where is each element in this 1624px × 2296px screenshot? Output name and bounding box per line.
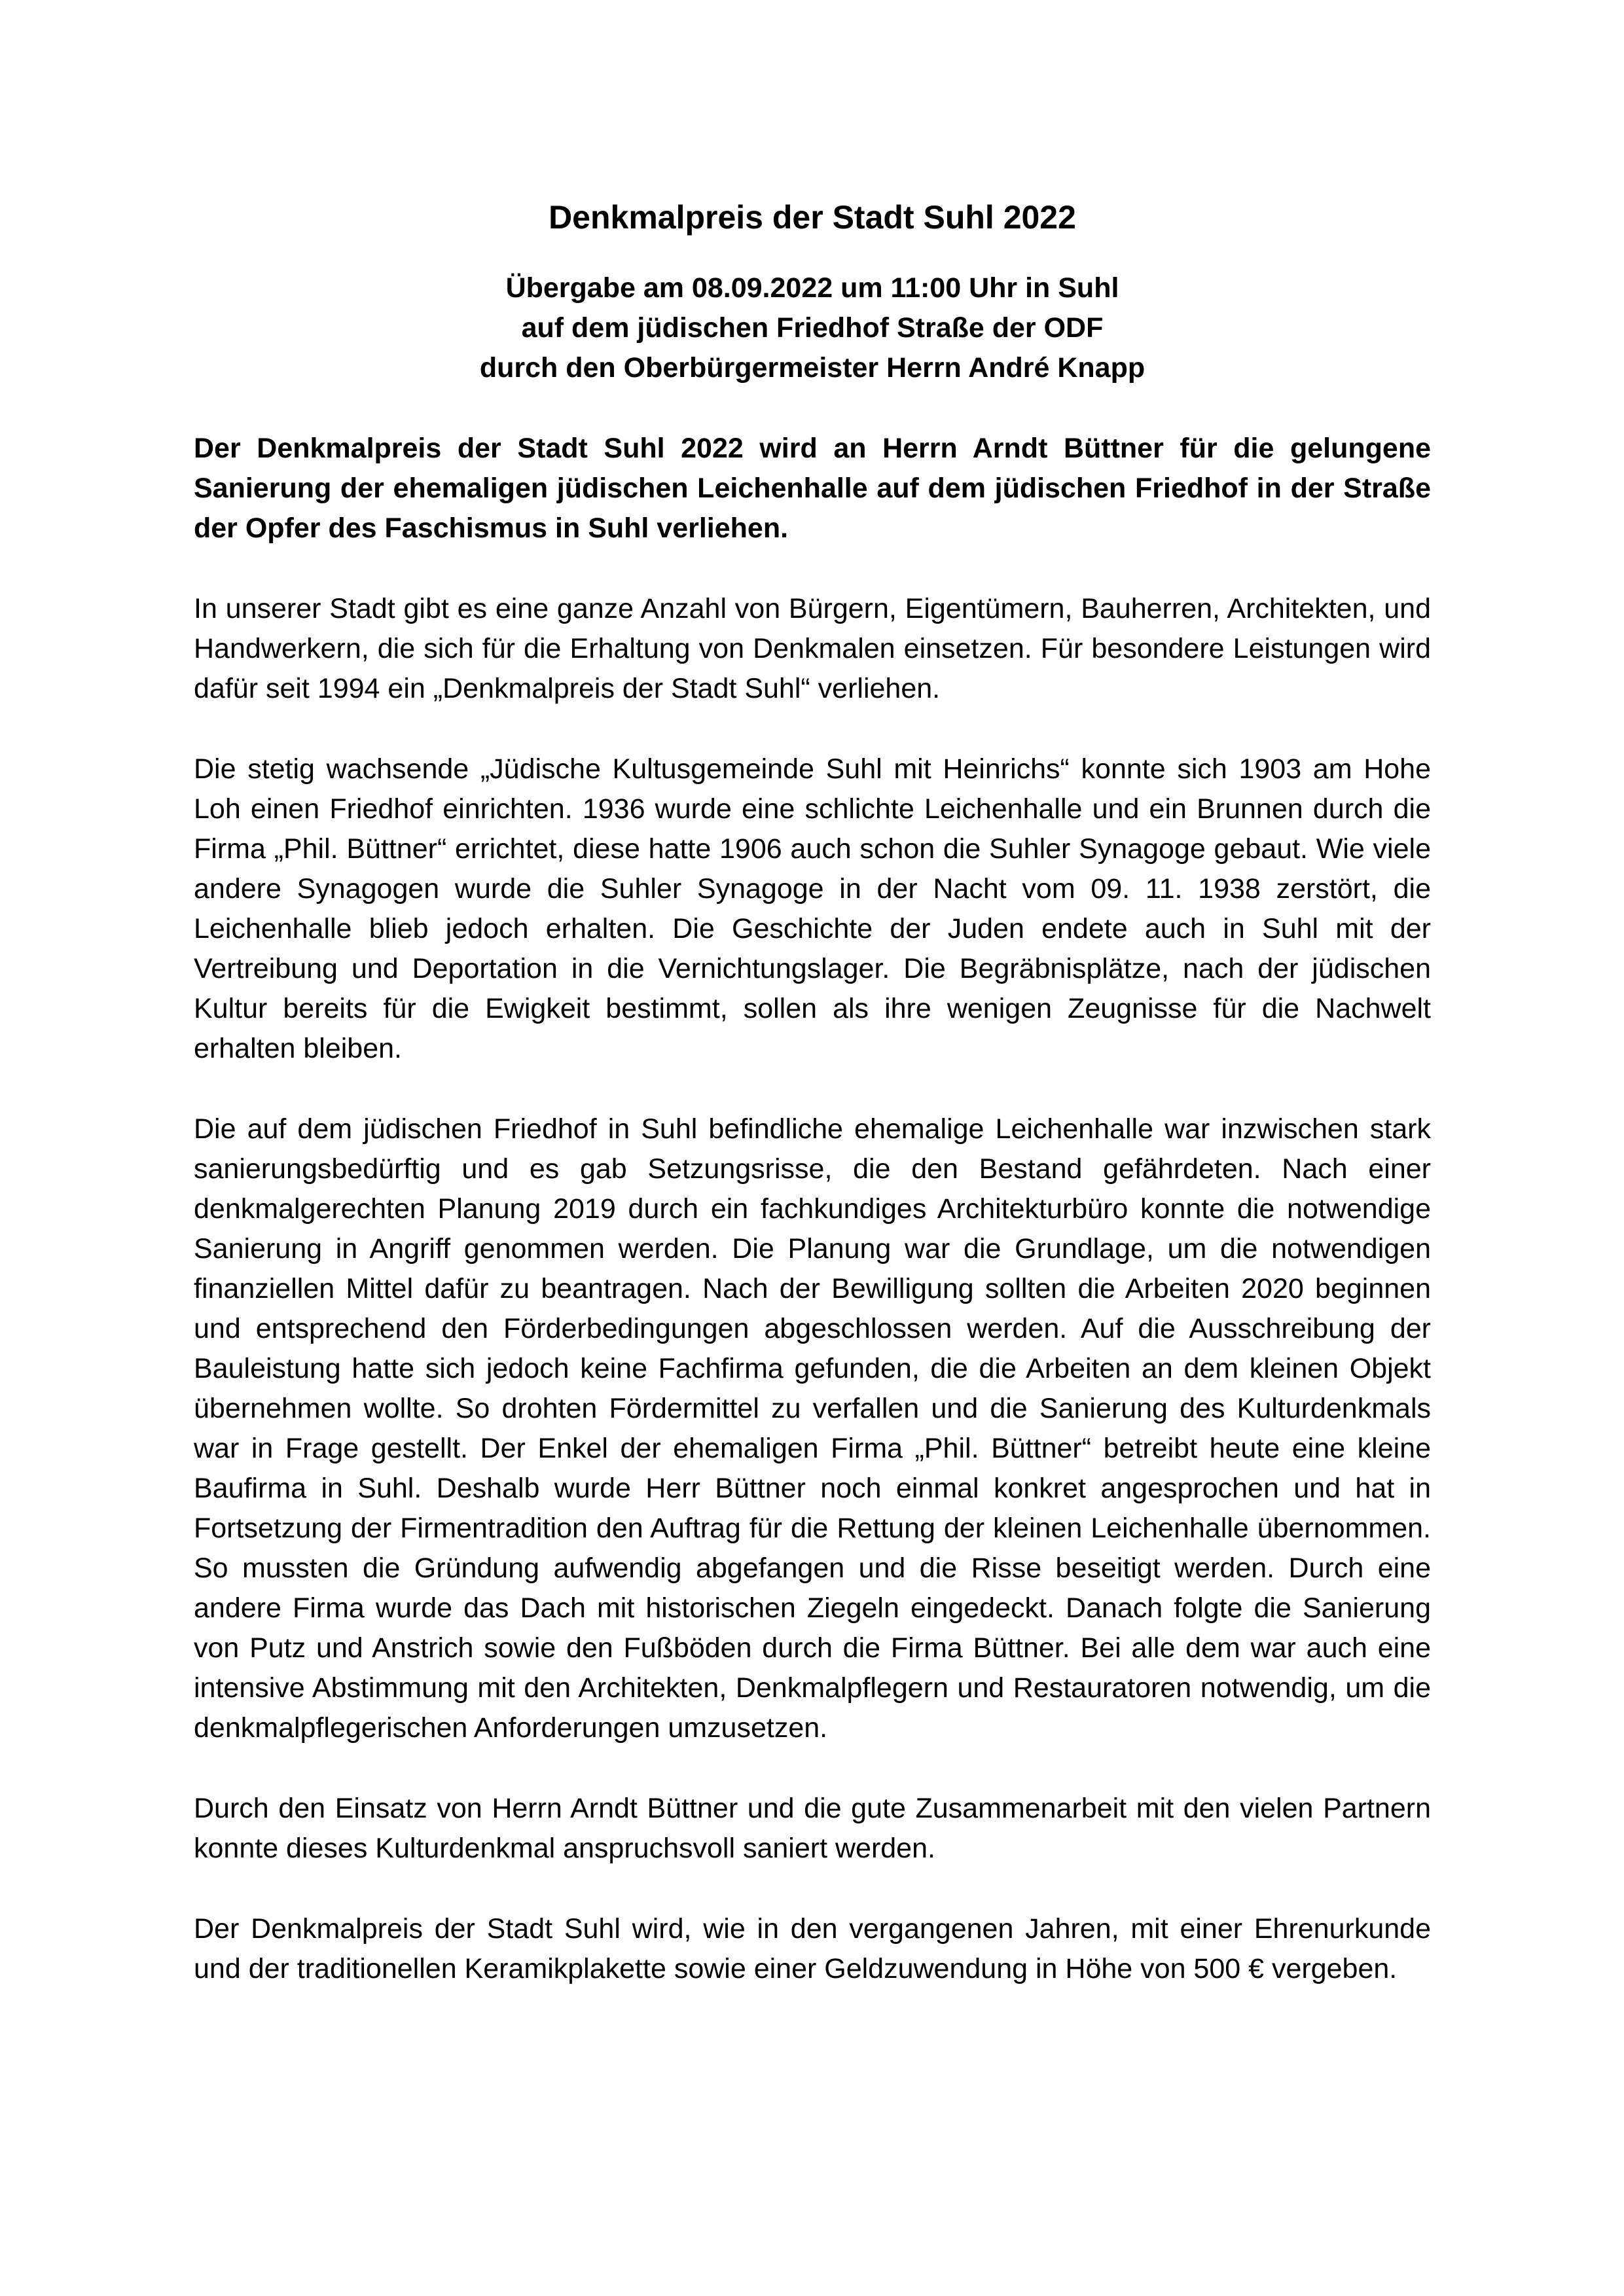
document-page: [194, 196, 1431, 1989]
body-paragraph: In unserer Stadt gibt es eine ganze Anzahl von Bürgern, Eigentümern, Bauherren, Architekten, und Handwerkern, die sich für die Erhaltung von Denkmalen einsetzen. Für besondere Leistungen wird dafür seit 1994 ein „Denkmalpreis der Stadt Suhl“ verliehen.: [194, 593, 1431, 704]
ceremony-date-line: Übergabe am 08.09.2022 um 11:00 Uhr in Suhl: [505, 272, 1119, 304]
body-paragraph: Durch den Einsatz von Herrn Arndt Büttner und die gute Zusammenarbeit mit den vielen Partnern konnte dieses Kulturdenkmal anspruchsvoll saniert werden.: [194, 1793, 1431, 1864]
body-paragraph: Der Denkmalpreis der Stadt Suhl wird, wie in den vergangenen Jahren, mit einer Ehrenurkunde und der traditionellen Keramikplakette sowie einer Geldzuwendung in Höhe von 500 € vergeben.: [194, 1913, 1431, 1984]
document-title: Denkmalpreis der Stadt Suhl 2022: [549, 199, 1076, 236]
ceremony-location-line: auf dem jüdischen Friedhof Straße der ODF: [521, 312, 1104, 344]
body-paragraph: Die auf dem jüdischen Friedhof in Suhl befindliche ehemalige Leichenhalle war inzwischen stark sanierungsbedürftig und es gab Setzungsrisse, die den Bestand gefährdeten. Nach einer denkmalgerechten Planung 2019 durch ein fachkundiges Architekturbüro konnte die notwendige Sanierung in Angriff genommen werden. Die Planung war die Grundlage, um die notwendigen finanziellen Mittel dafür zu beantragen. Nach der Bewilligung sollten die Arbeiten 2020 beginnen und entsprechend den Förderbedingungen abgeschlossen werden. Auf die Ausschreibung der Bauleistung hatte sich jedoch keine Fachfirma gefunden, die die Arbeiten an dem kleinen Objekt übernehmen wollte. So drohten Fördermittel zu verfallen und die Sanierung des Kulturdenkmals war in Frage gestellt. Der Enkel der ehemaligen Firma „Phil. Büttner“ betreibt heute eine kleine Baufirma in Suhl. Deshalb wurde Herr Büttner noch einmal konkret angesprochen und hat in Fortsetzung der Firmentradition den Auftrag für die Rettung der kleinen Leichenhalle übernommen. So mussten die Gründung aufwendig abgefangen und die Risse beseitigt werden. Durch eine andere Firma wurde das Dach mit historischen Ziegeln eingedeckt. Danach folgte die Sanierung von Putz und Anstrich sowie den Fußböden durch die Firma Büttner. Bei alle dem war auch eine intensive Abstimmung mit den Architekten, Denkmalpflegern und Restauratoren notwendig, um die denkmalpflegerischen Anforderungen umzusetzen.: [194, 1113, 1431, 1744]
lead-paragraph: Der Denkmalpreis der Stadt Suhl 2022 wird an Herrn Arndt Büttner für die gelungene Sanierung der ehemaligen jüdischen Leichenhalle auf dem jüdischen Friedhof in der Straße der Opfer des Faschismus in Suhl verliehen.: [194, 433, 1431, 544]
body-paragraph: Die stetig wachsende „Jüdische Kultusgemeinde Suhl mit Heinrichs“ konnte sich 1903 am Hohe Loh einen Friedhof einrichten. 1936 wurde eine schlichte Leichenhalle und ein Brunnen durch die Firma „Phil. Büttner“ errichtet, diese hatte 1906 auch schon die Suhler Synagoge gebaut. Wie viele andere Synagogen wurde die Suhler Synagoge in der Nacht vom 09. 11. 1938 zerstört, die Leichenhalle blieb jedoch erhalten. Die Geschichte der Juden endete auch in Suhl mit der Vertreibung und Deportation in die Vernichtungslager. Die Begräbnisplätze, nach der jüdischen Kultur bereits für die Ewigkeit bestimmt, sollen als ihre wenigen Zeugnisse für die Nachwelt erhalten bleiben.: [194, 753, 1431, 1064]
ceremony-details: [194, 268, 1431, 388]
ceremony-presenter-line: durch den Oberbürgermeister Herrn André Knapp: [479, 352, 1146, 384]
